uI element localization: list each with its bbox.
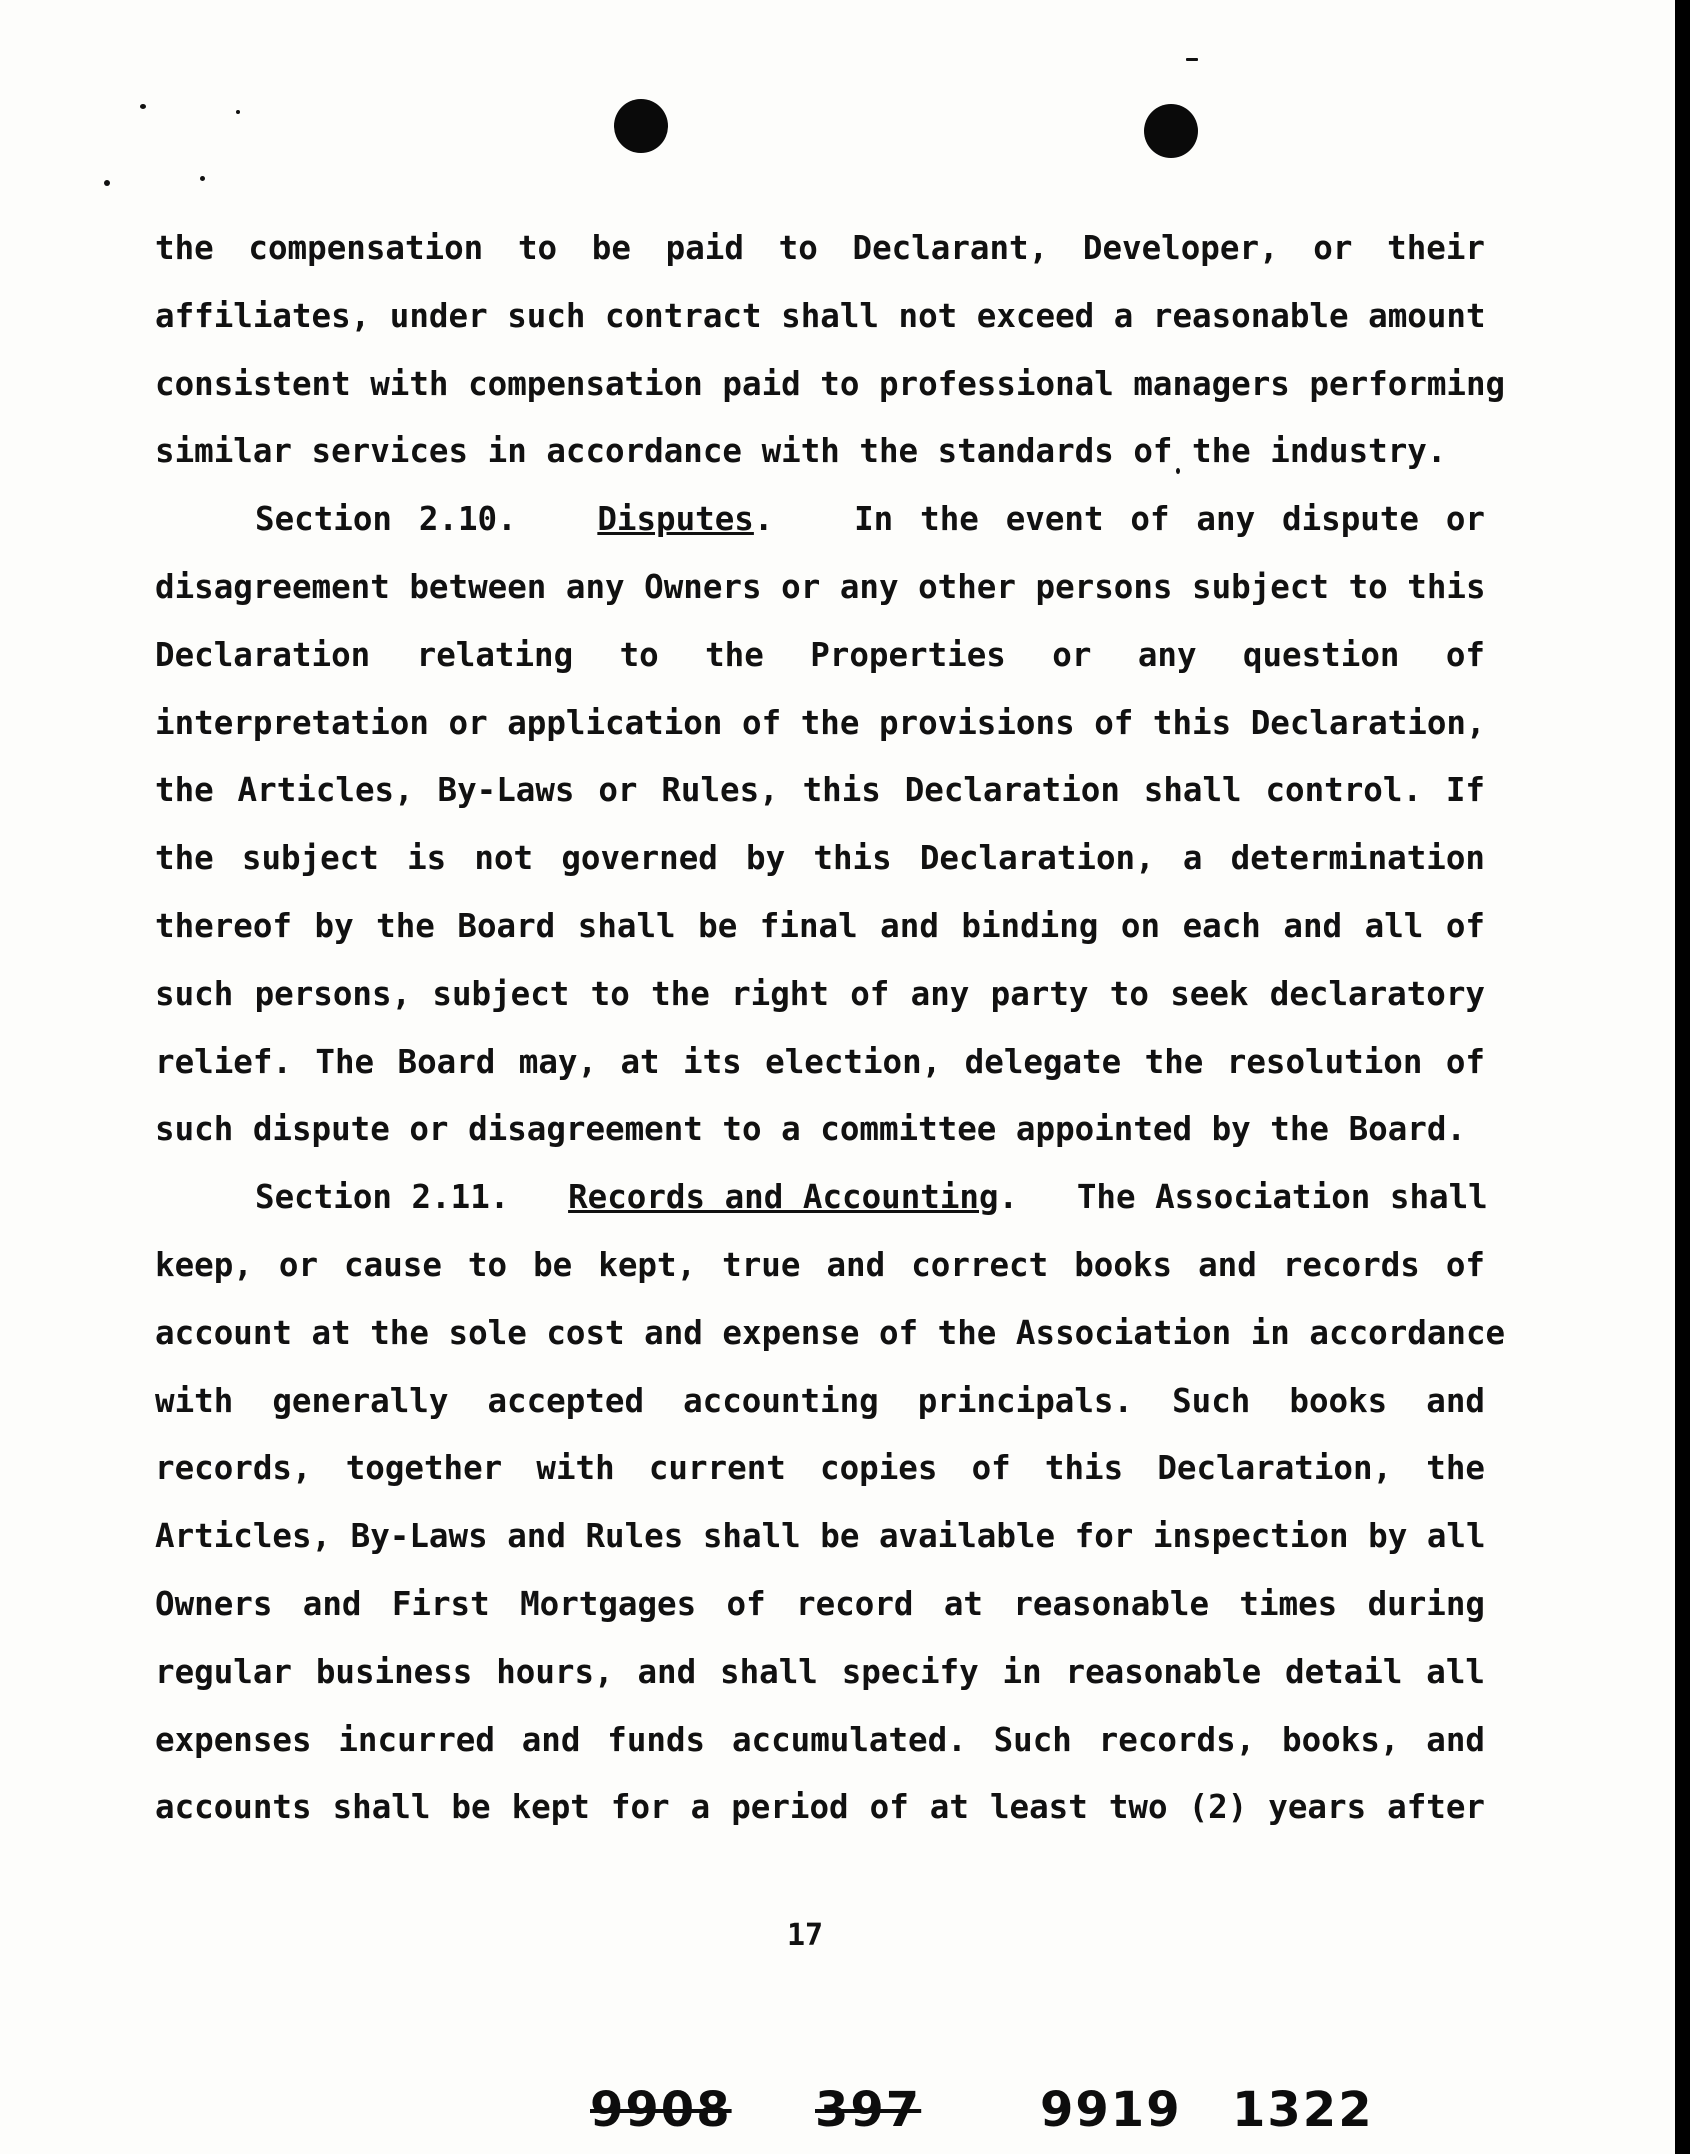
text-line: with generally accepted accounting principals. Such books and	[155, 1381, 1485, 1420]
text-line: Articles, By-Laws and Rules shall be available for inspection by all	[155, 1517, 1486, 1556]
text-line: records, together with current copies of this Declaration, the	[155, 1449, 1485, 1488]
text-line: thereof by the Board shall be final and binding on each and all of	[155, 906, 1485, 945]
text-line: such persons, subject to the right of any party to seek declaratory	[155, 974, 1485, 1013]
punch-hole-left	[614, 99, 668, 153]
scan-border	[1675, 0, 1690, 2154]
text-line: interpretation or application of the provisions of this Declaration,	[155, 703, 1486, 742]
text-line: relief. The Board may, at its election, delegate the resolution of	[155, 1042, 1485, 1081]
text-line: disagreement between any Owners or any other persons subject to this	[155, 567, 1486, 606]
text-line: regular business hours, and shall specify in reasonable detail all	[155, 1652, 1485, 1691]
scan-speck	[236, 110, 240, 114]
section-number: Section 2.10.	[255, 500, 517, 539]
body-text	[155, 215, 1506, 1842]
text-line: Owners and First Mortgages of record at reasonable times during	[155, 1584, 1485, 1623]
text-line: the Articles, By-Laws or Rules, this Declaration shall control. If	[155, 771, 1485, 810]
section-heading: Disputes	[597, 500, 754, 539]
text-line: affiliates, under such contract shall not exceed a reasonable amount	[155, 296, 1486, 335]
recording-stamp-struck: 397	[815, 2082, 922, 2138]
text-line: the subject is not governed by this Declaration, a determination	[155, 839, 1485, 878]
scan-speck	[140, 104, 146, 109]
text-line: the compensation to be paid to Declarant, Developer, or their	[155, 229, 1485, 267]
recording-stamp-book: 9919	[1040, 2082, 1182, 2138]
page-number: 17	[786, 1918, 824, 1953]
text-line: Declaration relating to the Properties or any question of	[155, 635, 1485, 674]
section-2-11-first-line: Section 2.11. Records and Accounting. The Association shall	[255, 1178, 1488, 1217]
text-line: accounts shall be kept for a period of at least two (2) years after	[155, 1788, 1485, 1827]
section-first-line-text: In the event of any dispute or	[854, 500, 1485, 539]
text-line: keep, or cause to be kept, true and correct books and records of	[155, 1245, 1485, 1284]
section-heading: Records and Accounting	[568, 1178, 999, 1217]
text-line: account at the sole cost and expense of the Association in accordance	[155, 1313, 1506, 1352]
text-line: expenses incurred and funds accumulated. Such records, books, and	[155, 1720, 1485, 1759]
scan-speck	[1186, 58, 1198, 61]
section-number: Section 2.11.	[255, 1178, 510, 1217]
section-2-10-first-line: Section 2.10. Disputes. In the event of any dispute or	[255, 500, 1485, 539]
section-first-line-text: The Association shall	[1076, 1178, 1488, 1217]
scan-speck	[200, 176, 205, 181]
text-line: similar services in accordance with the standards of the industry.	[155, 432, 1447, 471]
punch-hole-right	[1144, 104, 1198, 158]
recording-stamp-page: 1322	[1232, 2082, 1374, 2138]
scan-speck	[104, 180, 110, 186]
text-line: such dispute or disagreement to a committee appointed by the Board.	[155, 1110, 1466, 1149]
recording-stamp-struck: 9908	[590, 2082, 732, 2138]
text-line: consistent with compensation paid to professional managers performing	[155, 364, 1506, 403]
